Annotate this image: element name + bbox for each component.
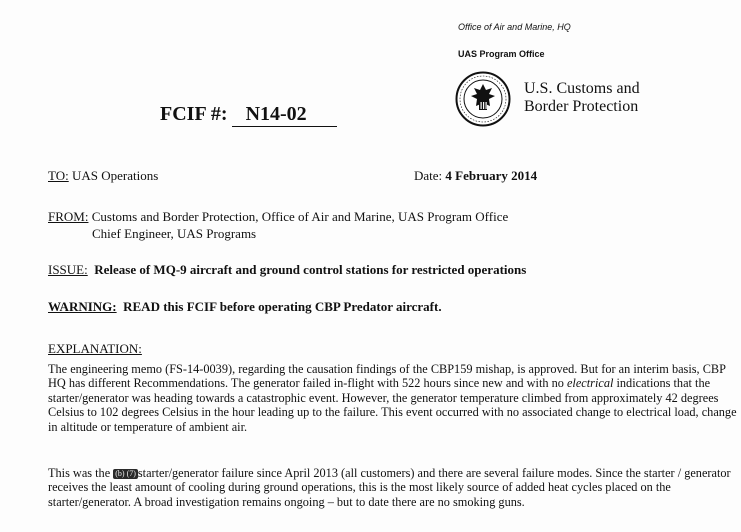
date-line	[414, 168, 537, 184]
agency-name	[524, 80, 640, 116]
p2-text-a: This was the	[48, 466, 114, 480]
explanation-paragraph-1	[48, 362, 738, 434]
dhs-seal-icon	[455, 71, 511, 127]
issue-line	[48, 262, 526, 278]
explanation-heading: EXPLANATION:	[48, 341, 142, 356]
warning-value: READ this FCIF before operating CBP Predator aircraft.	[123, 299, 442, 314]
explanation-paragraph-2	[48, 466, 738, 509]
issue-value: Release of MQ-9 aircraft and ground control stations for restricted operations	[94, 262, 527, 277]
p1-text-a: The engineering memo (FS-14-0039), regarding the causation findings of the CBP159 mishap, is approved. But for an interim basis, CBP HQ has different Recommendations. The generator failed in-flight with 522 hours since new and with no	[48, 362, 726, 391]
to-line	[48, 168, 158, 184]
date-value: 4 February 2014	[445, 168, 538, 183]
from-line-2: Chief Engineer, UAS Programs	[92, 226, 257, 241]
from-block	[48, 208, 508, 242]
agency-line-2: Border Protection	[524, 98, 639, 115]
p2-text-b: starter/generator failure since April 2013 (all customers) and there are several failure modes. Since the starter / generator receives the least amount of cooling during ground operations, this is the most likely source of added heat cycles placed on the starter/generator. A broad investigation remains ongoing – but to date there are no smoking guns.	[48, 466, 731, 509]
from-line-1: Customs and Border Protection, Office of Air and Marine, UAS Program Office	[88, 209, 509, 224]
fcif-number: N14-02	[232, 103, 337, 127]
p1-emphasis: electrical	[566, 376, 614, 391]
redaction-mark: (b) (7)	[115, 469, 136, 478]
fcif-title	[160, 103, 337, 127]
program-office-line: UAS Program Office	[458, 49, 545, 59]
agency-line-1: U.S. Customs and	[524, 80, 640, 97]
p1-text-b: indications that the starter/generator was heading towards a catastrophic event. However, the generator temperature climbed from approximately 42 degrees Celsius to 102 degrees Celsius in the hour leading up to the failure. This event occurred with no associated change to electrical load, change in altitude or temperature of ambient air.	[48, 376, 737, 434]
issue-label: ISSUE:	[48, 262, 88, 277]
to-value: UAS Operations	[68, 168, 159, 183]
fcif-label: FCIF #:	[160, 103, 228, 125]
warning-line	[48, 299, 442, 315]
warning-label: WARNING:	[48, 299, 117, 314]
from-label: FROM:	[48, 209, 89, 224]
office-line: Office of Air and Marine, HQ	[458, 22, 571, 32]
date-label: Date:	[414, 168, 446, 183]
to-label: TO:	[48, 168, 69, 183]
